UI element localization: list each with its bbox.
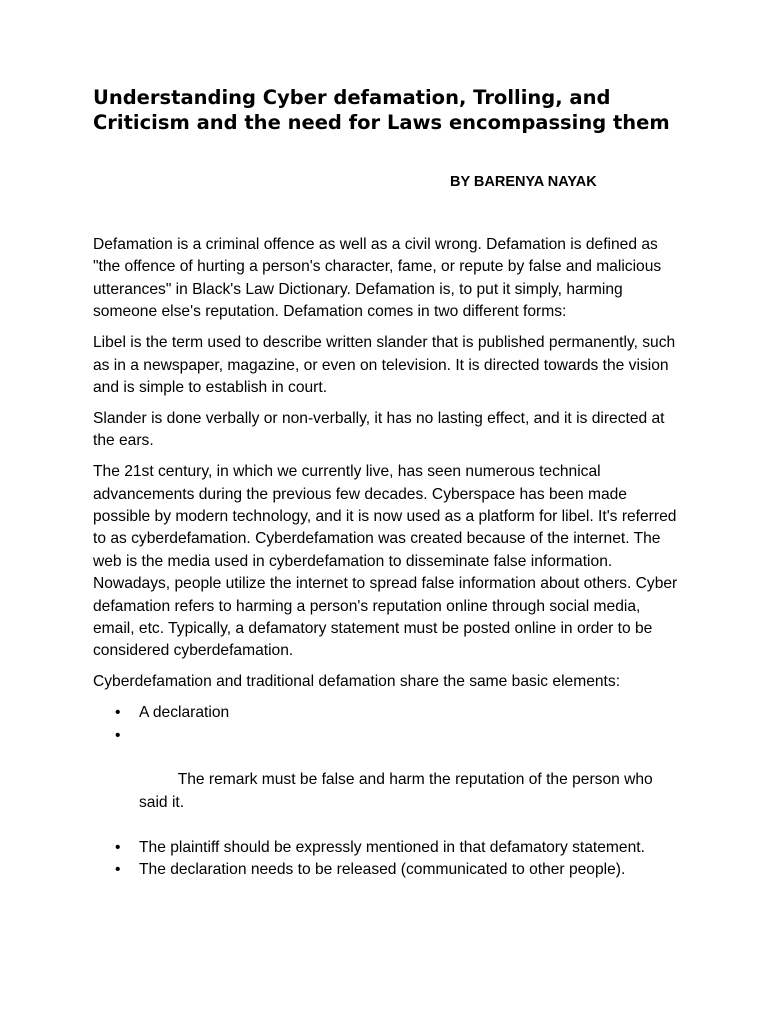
elements-list (93, 702, 683, 881)
document-title: Understanding Cyber defamation, Trolling, and Criticism and the need for Laws encompassing them (93, 86, 670, 134)
paragraph-slander: Slander is done verbally or non-verbally, it has no lasting effect, and it is directed at the ears. (93, 409, 665, 450)
document-body (93, 234, 683, 881)
list-item (93, 702, 683, 724)
paragraph-defamation-definition: Defamation is a criminal offence as well as a civil wrong. Defamation is defined as "the offence of hurting a person's character, fame, or repute by false and malicious utterances" in Black's Law Dictionary. Defamation is, to put it simply, harming someone else's reputation. Defamation comes in two different forms: (93, 236, 662, 321)
paragraph-cyberdefamation: The 21st century, in which we currently live, has seen numerous technical advancements during the previous few decades. Cyberspace has been made possible by modern technology, and it is now used as a platform for libel. It's referred to as cyberdefamation. Cyberdefamation was created because of the internet. The web is the media used in cyberdefamation to disseminate false information. Nowadays, people utilize the internet to spread false information about others. Cyber defamation refers to harming a person's reputation online through social media, email, etc. Typically, a defamatory statement must be posted online in order to be considered cyberdefamation. (93, 463, 678, 660)
list-item-text: The plaintiff should be expressly mentioned in that defamatory statement. (139, 838, 645, 856)
list-item-text: The declaration needs to be released (communicated to other people). (139, 861, 626, 879)
list-item (93, 725, 683, 837)
list-item-text: The remark must be false and harm the reputation of the person who said it. (139, 771, 658, 811)
author-byline: BY BARENYA NAYAK (450, 174, 597, 190)
list-item (93, 837, 683, 859)
bullet-icon: • (115, 861, 121, 879)
list-item (93, 859, 683, 881)
list-item-text: A declaration (139, 704, 230, 722)
bullet-icon: • (115, 838, 121, 856)
bullet-icon: • (115, 704, 121, 722)
bullet-icon: • (115, 726, 121, 744)
paragraph-elements-intro: Cyberdefamation and traditional defamation share the same basic elements: (93, 673, 621, 691)
paragraph-libel: Libel is the term used to describe written slander that is published permanently, such as in a newspaper, magazine, or even on television. It is directed towards the vision and is simple to establish in court. (93, 334, 676, 396)
